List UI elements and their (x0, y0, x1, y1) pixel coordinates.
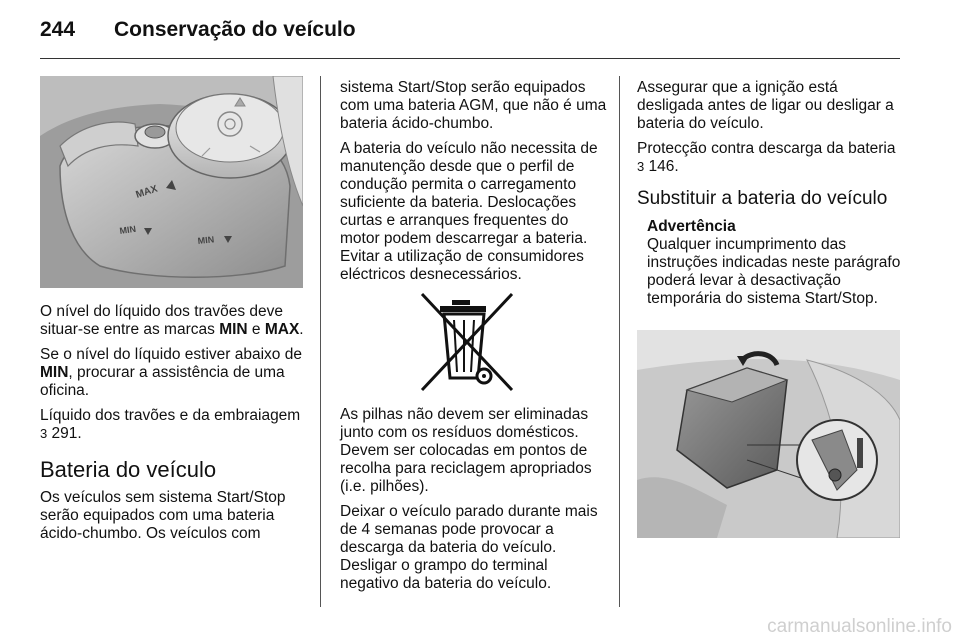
ignition-off-paragraph: Assegurar que a ignição está desligada antes de ligar ou desligar a bateria do veículo. (637, 79, 894, 132)
page-number: 244 (40, 18, 76, 41)
page-reference-number-2: 146. (648, 158, 679, 175)
brake-fluid-level-paragraph: O nível do líquido dos travões deve situar-se entre as marcas MIN e MAX. (40, 303, 304, 338)
column-divider-1 (320, 76, 321, 607)
discharge-protection-ref: Protecção contra descarga da bateria 3 146. (637, 140, 896, 175)
warning-title: Advertência (647, 218, 736, 235)
warning-body: Qualquer incumprimento das instruções indicadas neste parágrafo poderá levar à desactivação temporária do sistema Start/Stop. (647, 236, 901, 307)
column-2 (340, 79, 610, 291)
min-bold: MIN (219, 321, 248, 338)
max-mark-label: MAX (134, 183, 160, 201)
page-reference-number: 291. (51, 425, 82, 442)
below-min-paragraph: Se o nível do líquido estiver abaixo de MIN, procurar a assistência de uma oficina. (40, 346, 302, 399)
crossed-out-bin-icon (412, 290, 522, 400)
battery-cover-image (637, 330, 900, 538)
battery-intro-paragraph: Os veículos sem sistema Start/Stop serão equipados com uma bateria ácido-chumbo. Os veículos com (40, 489, 286, 542)
page-reference-icon: 3 (40, 426, 48, 441)
min-mark-label-right: MIN (197, 234, 215, 246)
column-3 (637, 79, 905, 315)
page-title: Conservação do veículo (114, 18, 356, 41)
min-bold-2: MIN (40, 364, 69, 381)
page-reference-icon-2: 3 (637, 159, 645, 174)
maintenance-paragraph: A bateria do veículo não necessita de manutenção desde que o perfil de condução permita o carregamento suficiente da bateria. Deslocações curtas e arranques frequentes do motor podem descarregar a bateria. Evitar a utilização de consumidores eléctricos desnecessários. (340, 140, 598, 283)
brake-fluid-reservoir-image (40, 76, 303, 288)
column-2-lower (340, 406, 610, 600)
disconnect-terminal-paragraph: Deixar o veículo parado durante mais de 4 semanas pode provocar a descarga da bateria do veículo. Desligar o grampo do terminal negativo da bateria do veículo. (340, 503, 598, 592)
section-heading-battery: Bateria do veículo (40, 457, 217, 482)
header-rule (40, 58, 900, 59)
page-header (40, 18, 356, 42)
max-bold: MAX (264, 321, 300, 338)
warning-box (647, 218, 905, 308)
column-divider-2 (619, 76, 620, 607)
brake-clutch-fluid-ref: Líquido dos travões e da embraiagem 3 291. (40, 407, 301, 442)
disposal-paragraph: As pilhas não devem ser eliminadas junto com os resíduos domésticos. Devem ser colocadas em pontos de recolha para reciclagem apropriados (i.e. pilhões). (340, 406, 592, 495)
min-mark-label-left: MIN (118, 223, 137, 236)
agm-battery-paragraph: sistema Start/Stop serão equipados com uma bateria AGM, que não é uma bateria ácido-chumbo. (340, 79, 607, 132)
section-heading-replace-battery: Substituir a bateria do veículo (637, 188, 888, 209)
watermark: carmanualsonline.info (767, 616, 952, 637)
column-1 (40, 303, 308, 550)
